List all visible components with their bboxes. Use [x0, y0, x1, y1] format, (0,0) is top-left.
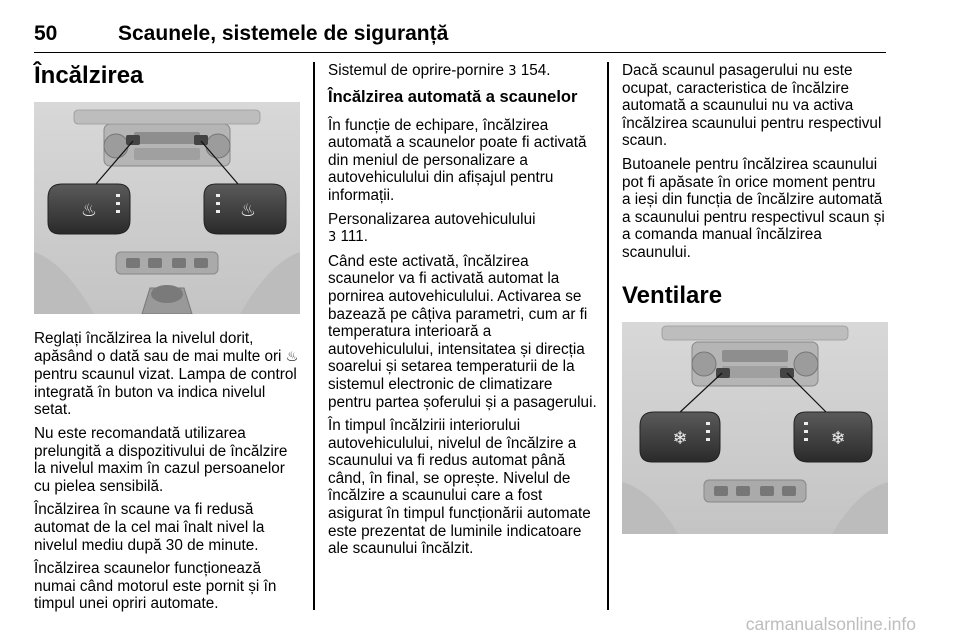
column-1 [34, 62, 300, 619]
section-heading-ventilation: Ventilare [622, 281, 723, 309]
paragraph-stop-start [328, 62, 598, 81]
column-divider-2 [607, 62, 609, 610]
paragraph-buttons: Butoanele pentru încălzirea scaunului pot fi apăsate în orice moment pentru a ieși din funcția de încălzire automată a scaunului pentru respectivul scaun și a comanda manual încălzirea scaunului. [622, 155, 885, 261]
paragraph-passenger: Dacă scaunul pasagerului nu este ocupat, caracteristica de încălzire automată a scaunului nu va activa încălzirea scaunului pentru respectivul scaun. [622, 62, 882, 150]
paragraph-operation: Încălzirea scaunelor funcționează numai când motorul este pornit și în timpul unei opriri automate. [34, 560, 277, 613]
paragraph-auto-activation: Când este activată, încălzirea scaunelor va fi activată automat la pornirea autovehiculului. Activarea se bazează pe câțiva parametri, cum ar fi temperatura interioară a autovehiculului, intensitatea și direcția soarelui și setarea temperaturii de la sistemul electronic de climatizare pentru partea șoferului și a pasagerului. [328, 252, 597, 411]
page-reference-icon: 3 [328, 230, 337, 246]
section-heading-heating: Încălzirea [34, 62, 144, 89]
svg-text:♨: ♨ [239, 200, 257, 221]
page-number: 50 [34, 22, 58, 45]
watermark: carmanualsonline.info [745, 614, 916, 634]
paragraph-auto-reduction: În timpul încălzirii interiorului autovehiculului, nivelul de încălzire a scaunului va fi redus automat până când, în final, se oprește. Nivelul de încălzire a scaunului care a fost asigurat în timpul funcționării automate este prezentat de luminile indicatoare ale scaunului încălzit. [328, 417, 591, 558]
personalization-page: 111. [340, 228, 369, 246]
personalization-text: Personalizarea autovehiculului [328, 210, 536, 228]
paragraph-reduction: Încălzirea în scaune va fi redusă automat de la cel mai înalt nivel la nivelul mediu după 30 de minute. [34, 501, 265, 554]
column-divider-1 [313, 62, 315, 610]
paragraph-personalization [328, 211, 598, 247]
seat-ventilation-buttons-figure [622, 322, 888, 534]
paragraph-adjust-text-1: Reglați încălzirea la nivelul dorit, apăsând o dată sau de mai multe ori [34, 330, 282, 365]
seat-heating-buttons-figure [34, 102, 300, 314]
stop-start-text: Sistemul de oprire-pornire [328, 62, 504, 79]
svg-text:♨: ♨ [80, 200, 98, 221]
subheading-auto-heating: Încălzirea automată a scaunelor [328, 87, 578, 106]
svg-text:❄: ❄ [830, 427, 846, 449]
svg-text:❄: ❄ [672, 427, 688, 449]
column-2 [328, 62, 598, 564]
paragraph-auto-1: În funcție de echipare, încălzirea automată a scaunelor poate fi activată din meniul de personalizare a autovehiculului din afișajul pentru informații. [328, 116, 587, 204]
column-3 [622, 62, 888, 534]
stop-start-page: 154. [520, 62, 551, 79]
page-reference-icon: 3 [508, 64, 517, 79]
seat-heating-icon: ♨ [285, 348, 299, 365]
paragraph-adjust [34, 330, 300, 419]
paragraph-adjust-text-2: pentru scaunul vizat. Lampa de control integrată în buton va indica nivelul setat. [34, 366, 297, 419]
chapter-title: Scaunele, sistemele de siguranță [118, 22, 449, 45]
paragraph-warning: Nu este recomandată utilizarea prelungită a dispozitivului de încălzire la nivelul maxim în cazul persoanelor cu pielea sensibilă. [34, 424, 288, 495]
page-header [34, 22, 886, 53]
